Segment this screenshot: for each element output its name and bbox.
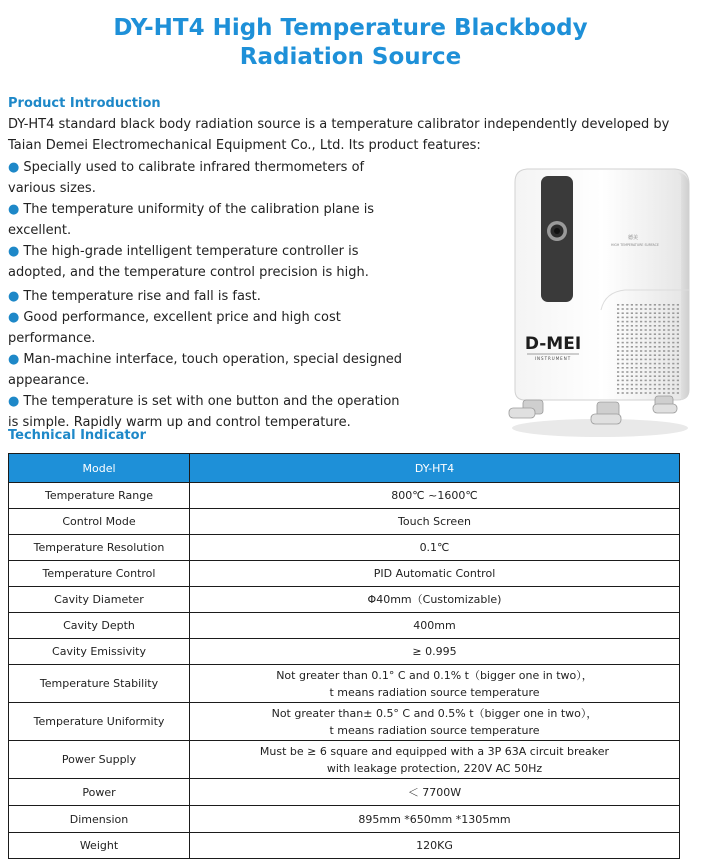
row-label: Control Mode (9, 509, 190, 535)
bullet-icon: ● (8, 160, 20, 175)
brand-logo: D-MEI (524, 334, 582, 354)
bullet-icon: ● (8, 244, 20, 259)
feature-list (8, 157, 408, 433)
bullet-icon: ● (8, 202, 20, 217)
product-introduction-heading: Product Introduction (8, 96, 161, 111)
table-row (9, 613, 680, 639)
table-header-row (9, 454, 680, 483)
table-row (9, 806, 680, 833)
table-row (9, 703, 680, 741)
bullet-icon: ● (8, 394, 20, 409)
row-value: 120KG (190, 833, 680, 859)
header-model-value: DY-HT4 (190, 454, 680, 483)
table-row (9, 587, 680, 613)
row-value: PID Automatic Control (190, 561, 680, 587)
row-value: 0.1℃ (190, 535, 680, 561)
panel-text-1: 德美 (627, 235, 639, 241)
row-value: Not greater than 0.1° C and 0.1% t（bigger one in two）， t means radiation source temperature (190, 665, 680, 703)
table-row (9, 639, 680, 665)
table-row (9, 509, 680, 535)
table-row (9, 561, 680, 587)
row-label: Cavity Diameter (9, 587, 190, 613)
row-label: Temperature Range (9, 483, 190, 509)
feature-item: ● Man-machine interface, touch operation, special designed appearance. (8, 352, 403, 388)
feature-item: ● Specially used to calibrate infrared thermometers of various sizes. (8, 160, 365, 196)
row-value: ＜ 7700W (190, 779, 680, 806)
product-image (505, 162, 695, 442)
title-line-1: DY-HT4 High Temperature Blackbody (113, 15, 588, 41)
row-label: Dimension (9, 806, 190, 833)
row-label: Weight (9, 833, 190, 859)
row-label: Power (9, 779, 190, 806)
table-row (9, 779, 680, 806)
row-label: Temperature Control (9, 561, 190, 587)
row-value: Not greater than± 0.5° C and 0.5% t（bigger one in two）， t means radiation source temperature (190, 703, 680, 741)
table-row (9, 483, 680, 509)
row-label: Temperature Resolution (9, 535, 190, 561)
feature-item: ● The temperature is set with one button and the operation is simple. Rapidly warm up and control temperature. (8, 394, 400, 430)
feature-item: ● The temperature rise and fall is fast. (8, 289, 261, 304)
row-value: 400mm (190, 613, 680, 639)
row-value: ≥ 0.995 (190, 639, 680, 665)
table-row (9, 833, 680, 859)
row-label: Temperature Stability (9, 665, 190, 703)
bullet-icon: ● (8, 289, 20, 304)
panel-text-2: HIGH TEMPERATURE SURFACE (611, 243, 659, 247)
row-label: Cavity Emissivity (9, 639, 190, 665)
bullet-icon: ● (8, 352, 20, 367)
table-row (9, 665, 680, 703)
feature-item: ● Good performance, excellent price and high cost performance. (8, 310, 341, 346)
bullet-icon: ● (8, 310, 20, 325)
table-row (9, 535, 680, 561)
row-label: Power Supply (9, 741, 190, 779)
row-label: Cavity Depth (9, 613, 190, 639)
page-title (0, 14, 701, 72)
brand-subtitle: INSTRUMENT (534, 356, 572, 361)
technical-indicator-heading: Technical Indicator (8, 428, 146, 443)
row-value: Touch Screen (190, 509, 680, 535)
feature-item: ● The high-grade intelligent temperature controller is adopted, and the temperature control precision is high. (8, 244, 369, 280)
row-value: Φ40mm（Customizable) (190, 587, 680, 613)
row-label: Temperature Uniformity (9, 703, 190, 741)
feature-item: ● The temperature uniformity of the calibration plane is excellent. (8, 202, 375, 238)
header-model-label: Model (9, 454, 190, 483)
row-value: 800℃ ~1600℃ (190, 483, 680, 509)
intro-text: DY-HT4 standard black body radiation source is a temperature calibrator independently developed by Taian Demei Electromechanical Equipment Co., Ltd. Its product features: (8, 117, 670, 153)
title-line-2: Radiation Source (239, 44, 462, 70)
row-value: 895mm *650mm *1305mm (190, 806, 680, 833)
technical-indicator-table (8, 453, 680, 859)
table-row (9, 741, 680, 779)
row-value: Must be ≥ 6 square and equipped with a 3P 63A circuit breaker with leakage protection, 220V AC 50Hz (190, 741, 680, 779)
